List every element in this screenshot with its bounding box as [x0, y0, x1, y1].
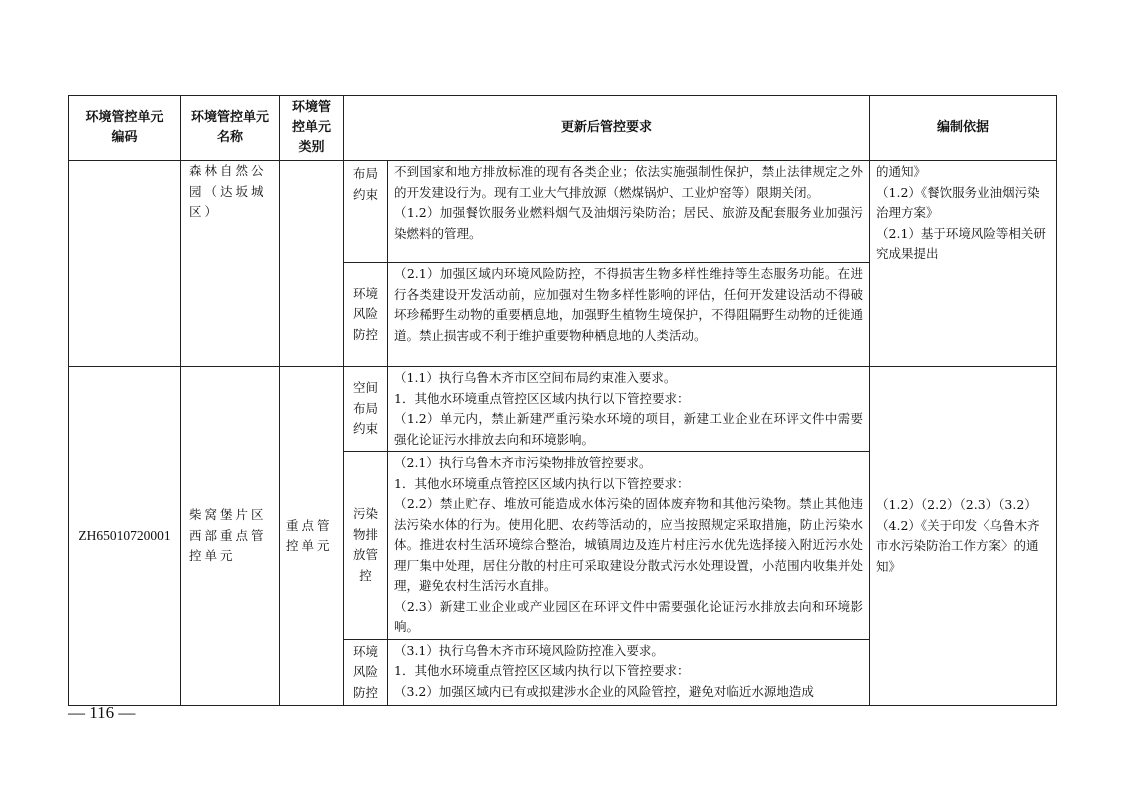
cell-requirements — [388, 263, 870, 367]
cell-basis: （1.2）（2.2）（2.3）（3.2）（4.2）《关于印发〈乌鲁木齐市水污染防治工作方案〉的通知》 — [870, 367, 1057, 706]
cell-unit-code: ZH65010720001 — [69, 367, 181, 706]
requirement-line: （2.1）加强区域内环境风险防控，不得损害生物多样性维持等生态服务功能。在进行各类建设开发活动前，应加强对生物多样性影响的评估，任何开发建设活动不得破坏珍稀野生动物的重要栖息地，加强野生植物生境保护，不得阻隔野生动物的迁徙通道。禁止损害或不利于维护重要物种栖息地的人类活动。 — [394, 266, 864, 343]
table-header-row — [69, 96, 1057, 161]
control-requirements-table — [68, 95, 1057, 706]
requirement-line: （1.2）单元内，禁止新建严重污染水环境的项目，新建工业企业在环评文件中需要强化论证污水排放去向和环境影响。 — [394, 411, 864, 447]
cell-category: 环境风险防控 — [344, 639, 388, 706]
requirement-line: （2.2）禁止贮存、堆放可能造成水体污染的固体废弃物和其他污染物。禁止其他违法污染水体的行为。使用化肥、农药等活动的，应当按照规定采取措施，防止污染水体。推进农村生活环境综合整治，城镇周边及连片村庄污水优先选择接入附近污水处理厂集中处理，居住分散的村庄可采取建设分散式污水处理设置，小范围内收集并处理，避免农村生活污水直排。 — [394, 496, 864, 593]
requirement-line: 1．其他水环境重点管控区区域内执行以下管控要求： — [394, 475, 690, 491]
requirement-line: （2.3）新建工业企业或产业园区在环评文件中需要强化论证污水排放去向和环境影响。 — [394, 598, 864, 634]
table-row — [69, 161, 1057, 263]
basis-line: （1.2）《餐饮服务业油烟污染治理方案》 — [876, 184, 1040, 220]
header-unit-code: 环境管控单元编码 — [69, 96, 181, 161]
cell-category: 空间布局约束 — [344, 367, 388, 452]
requirement-line: 1．其他水环境重点管控区区域内执行以下管控要求： — [394, 663, 690, 678]
requirement-line: （3.2）加强区域内已有或拟建涉水企业的风险管控，避免对临近水源地造成 — [394, 683, 814, 699]
requirement-line: （3.1）执行乌鲁木齐市环境风险防控准入要求。 — [394, 642, 664, 658]
cell-requirements — [388, 452, 870, 640]
cell-requirements — [388, 639, 870, 706]
table-row — [69, 367, 1057, 452]
cell-category: 污染物排放管控 — [344, 452, 388, 640]
requirement-line: （1.2）加强餐饮服务业燃料烟气及油烟污染防治；居民、旅游及配套服务业加强污染燃料的管理。 — [394, 205, 864, 241]
basis-line: 的通知》 — [876, 164, 927, 179]
cell-requirements — [388, 367, 870, 452]
cell-requirements — [388, 161, 870, 263]
cell-unit-name: 森林自然公园（达坂城区） — [181, 161, 280, 367]
cell-unit-type-empty — [280, 161, 344, 367]
requirement-line: （1.1）执行乌鲁木齐市区空间布局约束准入要求。 — [394, 370, 677, 385]
header-unit-name: 环境管控单元名称 — [181, 96, 280, 161]
cell-unit-type: 重点管控单元 — [280, 367, 344, 706]
requirement-line: 1．其他水环境重点管控区区域内执行以下管控要求： — [394, 390, 690, 406]
cell-category: 布局约束 — [344, 161, 388, 263]
header-requirements: 更新后管控要求 — [344, 96, 870, 161]
header-basis: 编制依据 — [870, 96, 1057, 161]
cell-basis — [870, 161, 1057, 367]
requirement-line: 不到国家和地方排放标准的现有各类企业；依法实施强制性保护，禁止法律规定之外的开发建设行为。现有工业大气排放源（燃煤锅炉、工业炉窑等）限期关闭。 — [394, 164, 864, 200]
page-number: — 116 — — [68, 703, 136, 722]
requirement-line: （2.1）执行乌鲁木齐市污染物排放管控要求。 — [394, 455, 652, 470]
cell-category: 环境风险防控 — [344, 263, 388, 367]
header-unit-type: 环境管控单元类别 — [280, 96, 344, 161]
cell-unit-code-empty — [69, 161, 181, 367]
cell-unit-name: 柴窝堡片区西部重点管控单元 — [181, 367, 280, 706]
basis-line: （2.1）基于环境风险等相关研究成果提出 — [876, 225, 1046, 261]
